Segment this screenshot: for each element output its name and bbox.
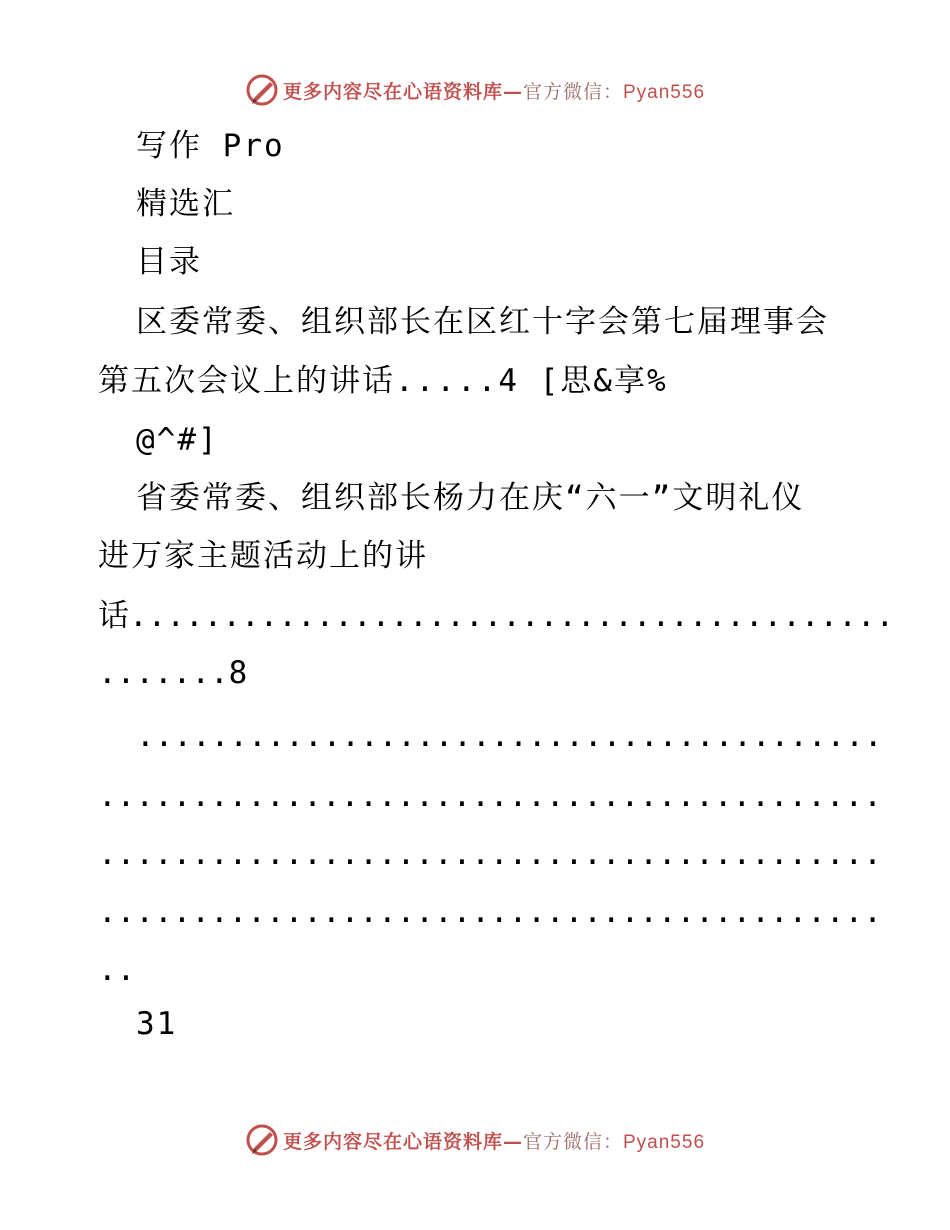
footer-wechat-label: 官方微信： — [522, 1130, 623, 1153]
pen-logo-icon — [245, 1123, 279, 1157]
doc-line-7: 省委常委、组织部长杨力在庆“六一”文明礼仪 — [136, 480, 805, 516]
doc-line-5: 第五次会议上的讲话.....4 [思&享% — [98, 363, 668, 399]
footer-brand: 更多内容尽在心语资料库 — [282, 1130, 503, 1153]
doc-line-3: 目录 — [136, 244, 202, 280]
footer-watermark — [0, 1120, 950, 1160]
doc-line-9: 话......................................... — [98, 598, 895, 634]
footer-dash: — — [502, 1130, 523, 1153]
doc-line-13: .......................................... — [98, 836, 882, 872]
header-wechat-id: Pyan556 — [623, 81, 706, 103]
doc-line-15: .. — [98, 952, 136, 988]
doc-line-8: 进万家主题活动上的讲 — [98, 538, 428, 574]
doc-line-10: .......8 — [98, 655, 248, 691]
pen-logo-icon — [245, 73, 279, 107]
doc-line-14: .......................................... — [98, 894, 882, 930]
doc-line-12: .......................................... — [98, 778, 882, 814]
header-watermark — [0, 70, 950, 110]
header-dash: — — [502, 80, 523, 103]
doc-line-11: ........................................ — [136, 718, 883, 754]
header-brand: 更多内容尽在心语资料库 — [282, 80, 503, 103]
doc-line-1: 写作 Pro — [136, 128, 285, 164]
doc-line-6: @^#] — [136, 422, 219, 458]
doc-line-16: 31 — [136, 1006, 178, 1042]
footer-wechat-id: Pyan556 — [623, 1131, 706, 1153]
doc-line-2: 精选汇 — [136, 186, 235, 222]
header-wechat-label: 官方微信： — [522, 80, 623, 103]
doc-line-4: 区委常委、组织部长在区红十字会第七届理事会 — [136, 304, 829, 340]
